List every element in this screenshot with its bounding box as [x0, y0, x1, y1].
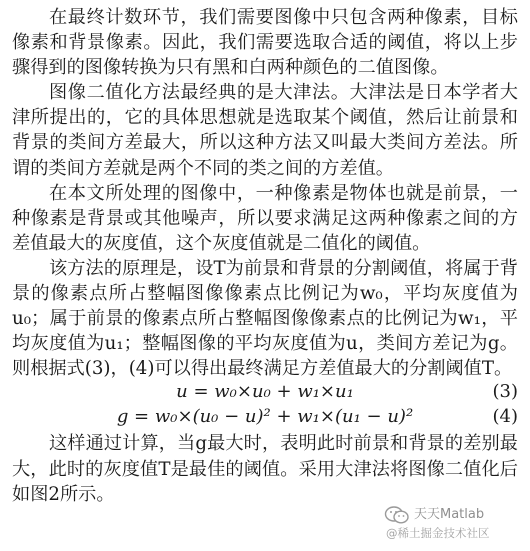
equation-3 — [12, 381, 518, 406]
equation-3-formula: u = w₀×u₀ + w₁×u₁ — [176, 381, 354, 403]
paragraph-conclusion: 这样通过计算，当g最大时，表明此时前景和背景的差别最大，此时的灰度值T是最佳的阈值。采用大津法将图像二值化后如图2所示。 — [12, 433, 518, 505]
paragraph-otsu-method: 图像二值化方法最经典的是大津法。大津法是日本学者大津所提出的，它的具体思想就是选取某个阈值，然后让前景和背景的类间方差最大，所以这种方法又叫最大类间方差法。所谓的类间方差就是两个不同的类之间的方差值。 — [12, 82, 518, 179]
wechat-logo-icon — [384, 505, 410, 525]
watermark-account-name: 天天Matlab — [414, 507, 485, 522]
article-body — [12, 5, 518, 507]
equation-4 — [12, 406, 518, 431]
equation-4-formula: g = w₀×(u₀ − u)² + w₁×(u₁ − u)² — [116, 406, 414, 428]
equation-4-number: (4) — [492, 406, 518, 428]
paragraph-principle: 该方法的原理是，设T为前景和背景的分割阈值，将属于背景的像素点所占整幅图像像素点比例记为w₀，平均灰度值为u₀；属于前景的像素点所占整幅图像像素点的比例记为w₁，平均灰度值为u₁；整幅图像的平均灰度值为u，类间方差记为g。则根据式(3)，(4)可以得出最终满足方差值最大的分割阈值T。 — [12, 257, 518, 380]
paragraph-pixel-types: 在本文所处理的图像中，一种像素是物体也就是前景，一种像素是背景或其他噪声，所以要求满足这两种像素之间的方差值最大的灰度值，这个灰度值就是二值化的阈值。 — [12, 182, 518, 254]
equation-3-number: (3) — [492, 381, 518, 403]
watermark — [384, 503, 524, 543]
watermark-community: @稀土掘金技术社区 — [386, 526, 490, 540]
paragraph-binarization-intro: 在最终计数环节，我们需要图像中只包含两种像素，目标像素和背景像素。因此，我们需要选取合适的阈值，将以上步骤得到的图像转换为只有黑和白两种颜色的二值图像。 — [12, 7, 518, 79]
